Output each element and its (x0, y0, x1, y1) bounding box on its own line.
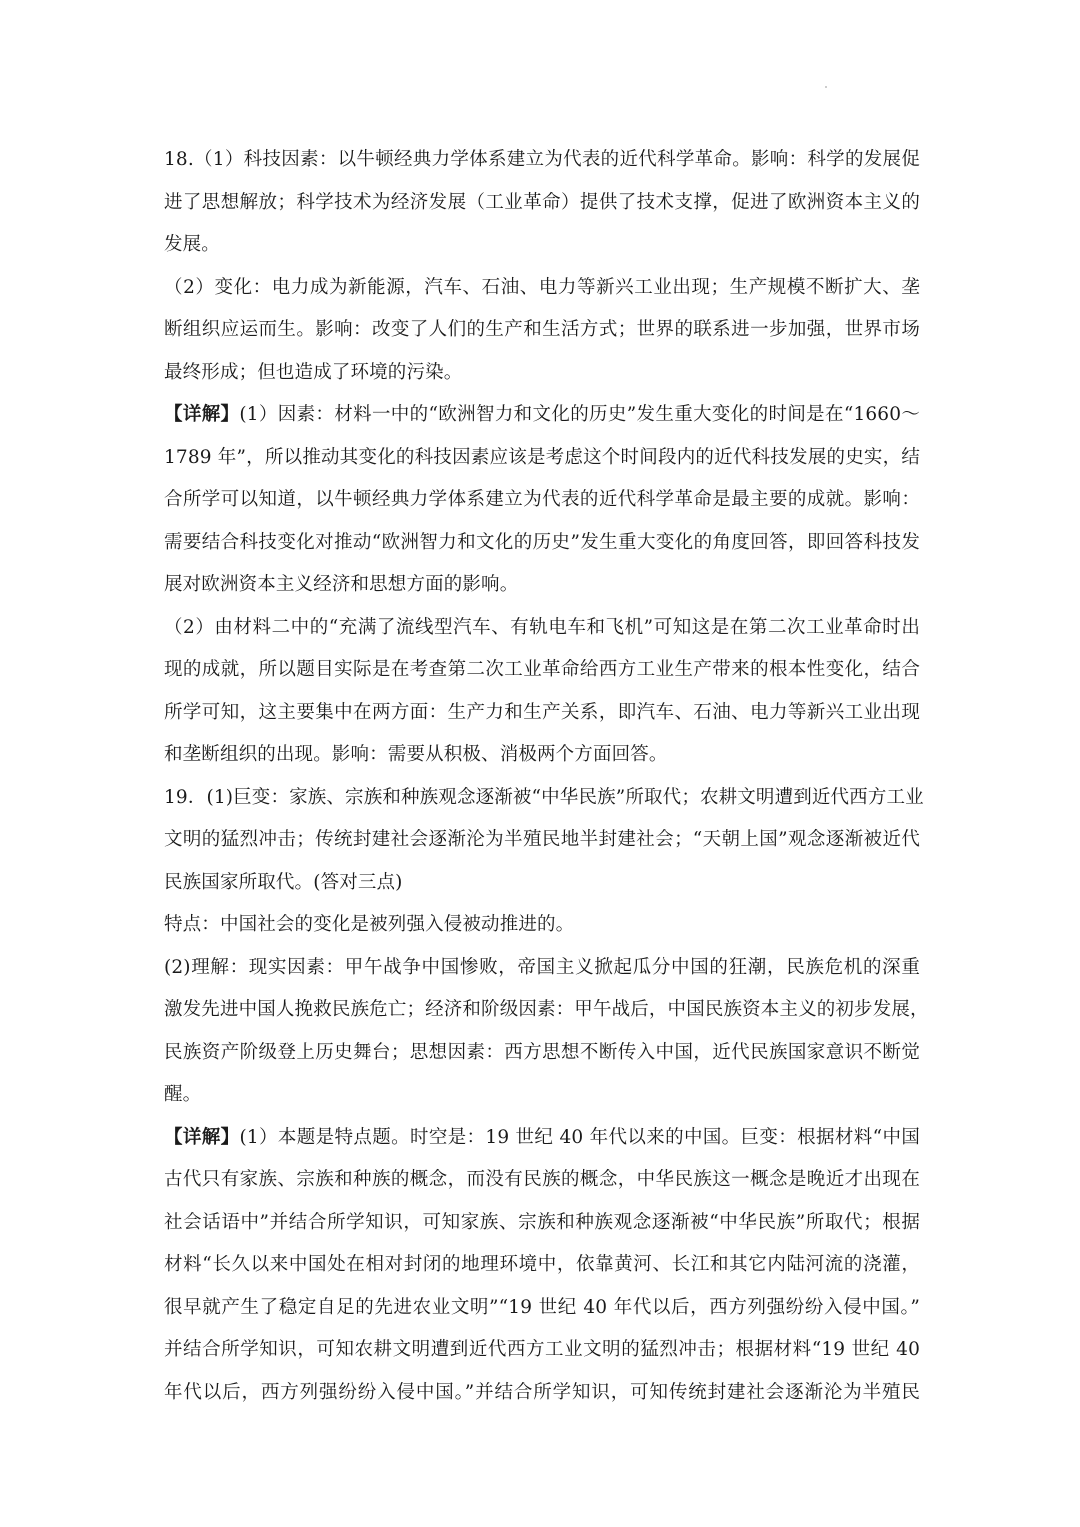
detail-first-line (164, 394, 920, 437)
text-line: 很早就产生了稳定自足的先进农业文明”“19 世纪 40 年代以后，西方列强纷纷入侵中国。” (164, 1296, 920, 1318)
text-line: 并结合所学知识，可知农耕文明遭到近代西方工业文明的猛烈冲击；根据材料“19 世纪 40 (164, 1339, 920, 1360)
detail-label: 【详解】 (164, 1126, 240, 1148)
text-line: 现的成就，所以题目实际是在考查第二次工业革命给西方工业生产带来的根本性变化，结合 (164, 659, 920, 680)
text-line: 社会话语中”并结合所学知识，可知家族、宗族和种族观念逐渐被“中华民族”所取代；根据 (164, 1211, 920, 1233)
text-line: 民族国家所取代。(答对三点) (164, 871, 403, 893)
q19-answer (164, 777, 929, 1117)
text-line: 断组织应运而生。影响：改变了人们的生产和生活方式；世界的联系进一步加强，世界市场 (164, 319, 920, 340)
text-line: 和垄断组织的出现。影响：需要从积极、消极两个方面回答。 (164, 744, 668, 765)
text-line: 需要结合科技变化对推动“欧洲智力和文化的历史”发生重大变化的角度回答，即回答科技发 (164, 531, 920, 553)
text-line: 民族资产阶级登上历史舞台；思想因素：西方思想不断传入中国，近代民族国家意识不断觉 (164, 1041, 920, 1063)
text-line: （2）变化：电力成为新能源，汽车、石油、电力等新兴工业出现；生产规模不断扩大、垄 (164, 276, 920, 298)
text-line: 年代以后，西方列强纷纷入侵中国。”并结合所学知识，可知传统封建社会逐渐沦为半殖民 (164, 1381, 920, 1403)
text-line: 激发先进中国人挽救民族危亡；经济和阶级因素：甲午战后，中国民族资本主义的初步发展， (164, 999, 929, 1020)
q18-answer (164, 139, 920, 394)
detail-first-text: (1）因素：材料一中的“欧洲智力和文化的历史”发生重大变化的时间是在“1660～ (239, 404, 920, 425)
text-line: 材料“长久以来中国处在相对封闭的地理环境中，依靠黄河、长江和其它内陆河流的浇灌， (164, 1254, 920, 1275)
text-line: 1789 年”，所以推动其变化的科技因素应该是考虑这个时间段内的近代科技发展的史实，结 (164, 446, 920, 468)
detail-first-line (164, 1117, 920, 1160)
text-line: 醒。 (164, 1084, 202, 1105)
text-line: 18.（1）科技因素：以牛顿经典力学体系建立为代表的近代科学革命。影响：科学的发展促 (164, 149, 920, 170)
document-page (164, 139, 929, 1414)
text-line: 合所学可以知道，以牛顿经典力学体系建立为代表的近代科学革命是最主要的成就。影响： (164, 489, 920, 510)
text-line: 展对欧洲资本主义经济和思想方面的影响。 (164, 574, 519, 595)
detail-label: 【详解】 (164, 404, 240, 425)
text-line: 所学可知，这主要集中在两方面：生产力和生产关系，即汽车、石油、电力等新兴工业出现 (164, 701, 920, 723)
text-line: 特点：中国社会的变化是被列强入侵被动推进的。 (164, 914, 575, 935)
detail-first-text: (1）本题是特点题。时空是：19 世纪 40 年代以来的中国。巨变：根据材料“中国 (239, 1126, 920, 1148)
scan-speck (825, 86, 827, 88)
text-line: （2）由材料二中的“充满了流线型汽车、有轨电车和飞机”可知这是在第二次工业革命时出 (164, 616, 920, 638)
q19-detail (164, 1117, 920, 1415)
text-line: 最终形成；但也造成了环境的污染。 (164, 361, 463, 383)
q18-detail (164, 394, 920, 777)
text-line: 进了思想解放；科学技术为经济发展（工业革命）提供了技术支撑，促进了欧洲资本主义的 (164, 191, 920, 213)
text-line: 19．(1)巨变：家族、宗族和种族观念逐渐被“中华民族”所取代；农耕文明遭到近代西方工业 (164, 786, 924, 808)
text-line: 发展。 (164, 234, 220, 255)
text-line: (2)理解：现实因素：甲午战争中国惨败，帝国主义掀起瓜分中国的狂潮，民族危机的深重 (164, 956, 920, 978)
text-line: 文明的猛烈冲击；传统封建社会逐渐沦为半殖民地半封建社会；“天朝上国”观念逐渐被近代 (164, 829, 920, 850)
text-line: 古代只有家族、宗族和种族的概念，而没有民族的概念，中华民族这一概念是晚近才出现在 (164, 1169, 920, 1190)
